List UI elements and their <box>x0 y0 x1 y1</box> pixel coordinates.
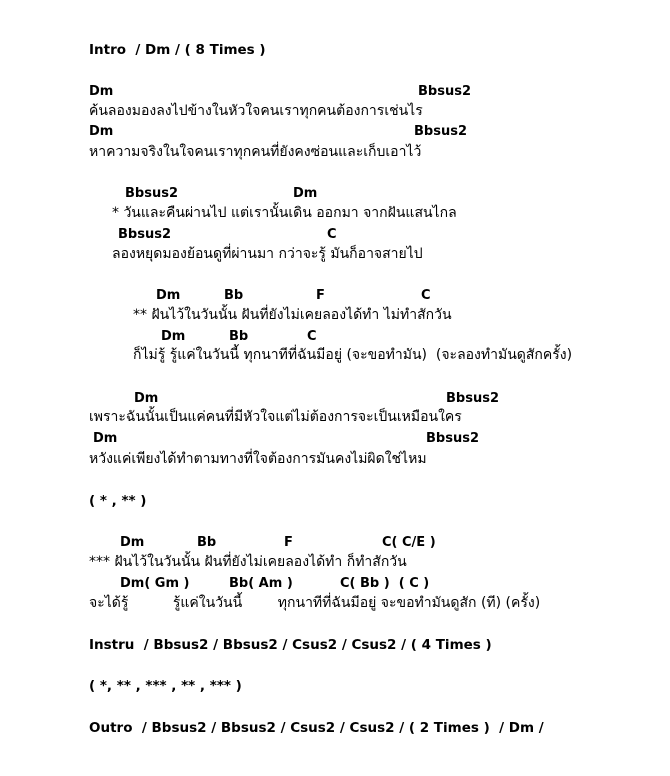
chord: Bb <box>197 535 217 550</box>
repeat-marker: ( * , ** ) <box>89 493 147 509</box>
chord: C <box>307 329 317 344</box>
chord: Bbsus2 <box>426 431 479 446</box>
chord: Dm <box>120 535 145 550</box>
chord: C <box>327 227 337 242</box>
lyric-line: หวังแค่เพียงได้ทำตามทางที่ใจต้องการมันคงไม่ผิดใช่ไหม <box>89 451 427 467</box>
lyric-line: จะได้รู้ รู้แค่ในวันนี้ ทุกนาทีที่ฉันมีอยู่ จะขอทำมันดูสัก (ที) (ครั้ง) <box>89 595 541 611</box>
chord: C( C/E ) <box>382 535 436 550</box>
chord: C( Bb ) ( C ) <box>340 576 430 591</box>
chord: Dm <box>161 329 186 344</box>
chord: Bb <box>229 329 249 344</box>
lyric-line: ก็ไม่รู้ รู้แค่ในวันนี้ ทุกนาทีที่ฉันมีอยู่ (จะขอทำมัน) (จะลองทำมันดูสักครั้ง) <box>133 347 573 363</box>
chord: Dm <box>89 124 114 139</box>
outro-line: Outro / Bbsus2 / Bbsus2 / Csus2 / Csus2 / ( 2 Times ) / Dm / <box>89 720 544 736</box>
repeat-marker: ( *, ** , *** , ** , *** ) <box>89 678 242 694</box>
instru-line: Instru / Bbsus2 / Bbsus2 / Csus2 / Csus2 / ( 4 Times ) <box>89 637 492 653</box>
chord: Dm <box>293 186 318 201</box>
chord: Dm <box>156 288 181 303</box>
lyric-line: เพราะฉันนั้นเป็นแค่คนที่มีหัวใจแต่ไม่ต้องการจะเป็นเหมือนใคร <box>89 409 462 425</box>
lyric-line: ** ฝันไว้ในวันนั้น ฝันที่ยังไม่เคยลองได้ทำ ไม่ทำสักวัน <box>133 307 452 323</box>
chord: Bb( Am ) <box>229 576 293 591</box>
chord: Bbsus2 <box>125 186 178 201</box>
lyric-line: ค้นลองมองลงไปข้างในหัวใจคนเราทุกคนต้องการเช่นไร <box>89 103 423 119</box>
lyric-line: *** ฝันไว้ในวันนั้น ฝันที่ยังไม่เคยลองได้ทำ ก็ทำสักวัน <box>89 554 407 570</box>
chord: Bbsus2 <box>418 84 471 99</box>
lyric-line: หาความจริงในใจคนเราทุกคนที่ยังคงซ่อนและเก็บเอาไว้ <box>89 144 422 160</box>
chord: F <box>284 535 293 550</box>
chord: Dm <box>93 431 118 446</box>
intro-line: Intro / Dm / ( 8 Times ) <box>89 42 266 58</box>
chord: Bbsus2 <box>414 124 467 139</box>
lyric-line: ลองหยุดมองย้อนดูที่ผ่านมา กว่าจะรู้ มันก็อาจสายไป <box>112 246 423 262</box>
chord: F <box>316 288 325 303</box>
chord: C <box>421 288 431 303</box>
chord: Bbsus2 <box>118 227 171 242</box>
chord: Bb <box>224 288 244 303</box>
lyric-line: * วันและคืนผ่านไป แต่เรานั้นเดิน ออกมา จากฝันแสนไกล <box>112 205 457 221</box>
chord: Bbsus2 <box>446 391 499 406</box>
chord: Dm <box>134 391 159 406</box>
chord: Dm( Gm ) <box>120 576 190 591</box>
chord: Dm <box>89 84 114 99</box>
